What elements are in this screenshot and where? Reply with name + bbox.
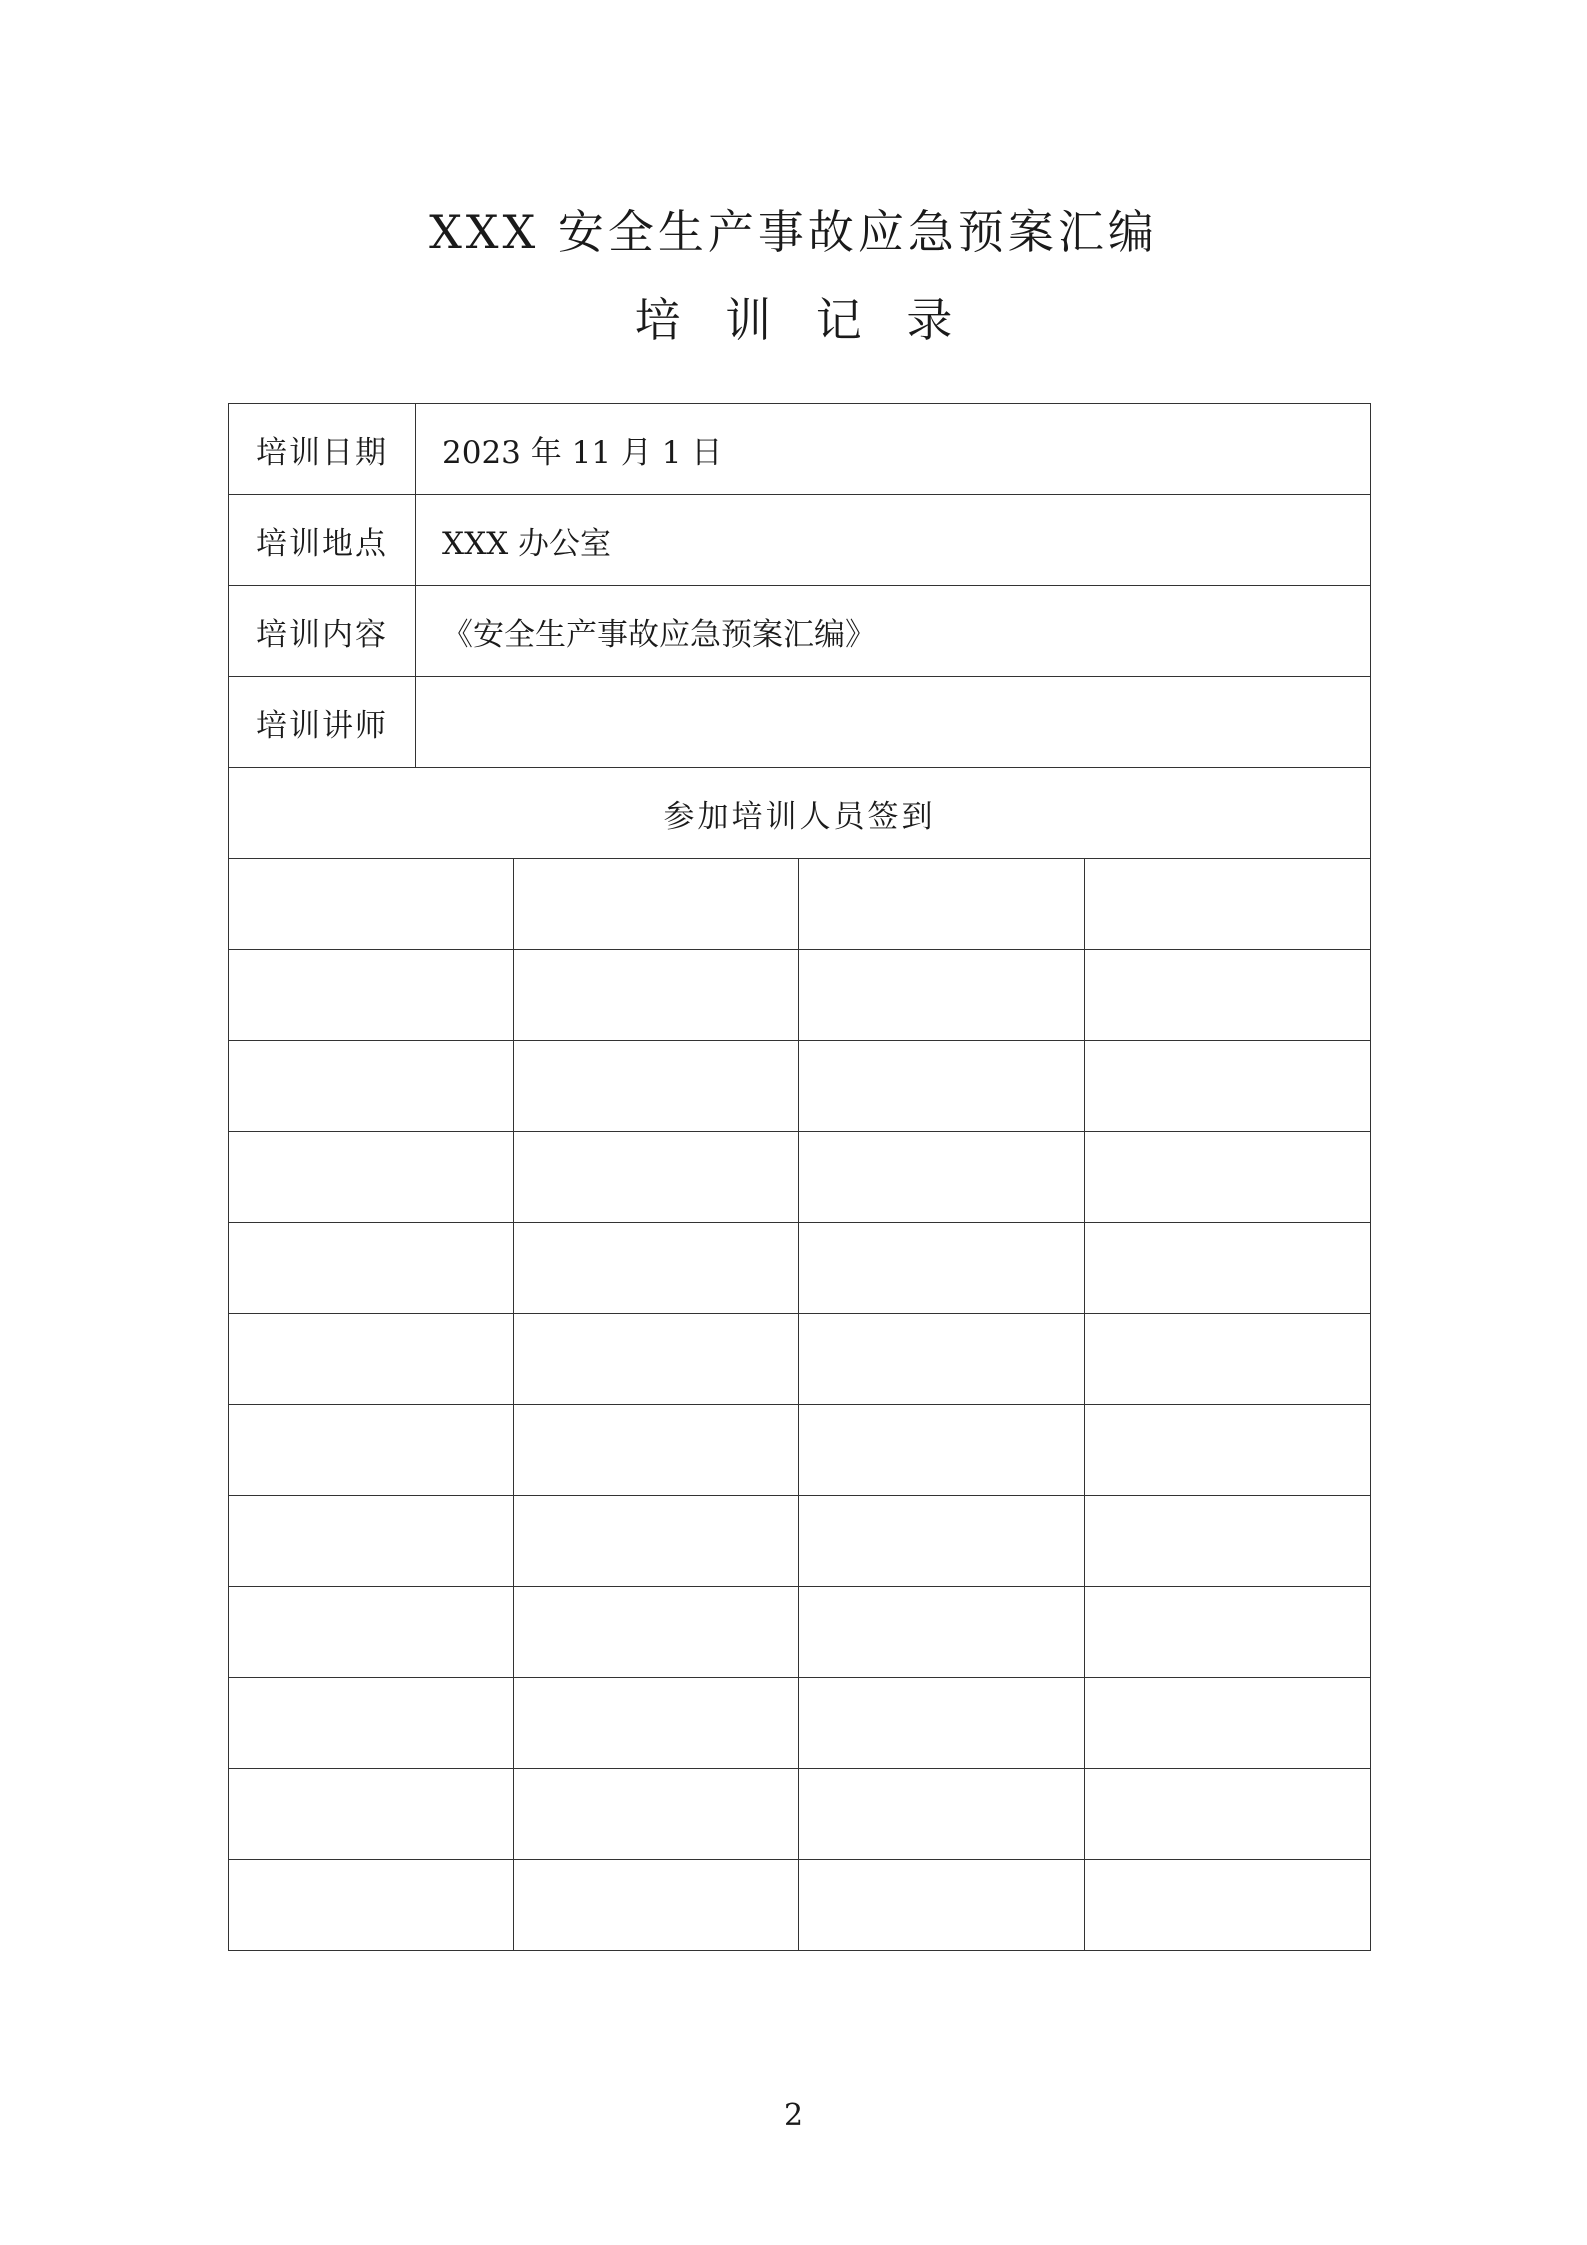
signin-cell (1085, 1041, 1371, 1132)
signin-name-input[interactable] (1085, 1770, 1370, 1858)
signin-row (229, 1041, 1371, 1132)
field-row-lecturer (229, 677, 1371, 768)
signin-name-input[interactable] (229, 1042, 513, 1130)
signin-name-input[interactable] (1085, 1679, 1370, 1767)
signin-row (229, 1769, 1371, 1860)
signin-cell (514, 1405, 799, 1496)
signin-name-input[interactable] (514, 1588, 798, 1676)
page-number: 2 (783, 2098, 804, 2133)
signin-cell (514, 1587, 799, 1678)
signin-name-input[interactable] (229, 1588, 513, 1676)
signin-name-input[interactable] (229, 951, 513, 1039)
signin-cell (229, 1405, 514, 1496)
signin-cell (229, 1860, 514, 1951)
signin-name-input[interactable] (799, 1770, 1084, 1858)
signin-name-input[interactable] (799, 860, 1084, 948)
signin-row (229, 1405, 1371, 1496)
signin-name-input[interactable] (514, 1133, 798, 1221)
signin-name-input[interactable] (1085, 1133, 1370, 1221)
training-date-value: 2023 年 11 月 1 日 (416, 404, 1371, 495)
signin-cell (799, 1860, 1085, 1951)
signin-cell (1085, 1587, 1371, 1678)
signin-cell (514, 1132, 799, 1223)
signin-name-input[interactable] (514, 1679, 798, 1767)
signin-name-input[interactable] (799, 1861, 1084, 1949)
signin-cell (514, 1860, 799, 1951)
training-record-table (228, 403, 1371, 1951)
signin-header: 参加培训人员签到 (229, 768, 1371, 859)
signin-cell (799, 1041, 1085, 1132)
training-date-label: 培训日期 (229, 404, 416, 495)
signin-name-input[interactable] (229, 1770, 513, 1858)
signin-name-input[interactable] (514, 1497, 798, 1585)
signin-name-input[interactable] (229, 1497, 513, 1585)
signin-cell (514, 1314, 799, 1405)
signin-name-input[interactable] (799, 1406, 1084, 1494)
signin-cell (514, 1678, 799, 1769)
signin-name-input[interactable] (799, 1679, 1084, 1767)
training-lecturer-label: 培训讲师 (229, 677, 416, 768)
signin-name-input[interactable] (1085, 951, 1370, 1039)
signin-cell (514, 1041, 799, 1132)
signin-name-input[interactable] (229, 1133, 513, 1221)
signin-cell (229, 1769, 514, 1860)
signin-row (229, 1314, 1371, 1405)
signin-cell (229, 1041, 514, 1132)
signin-cell (1085, 1496, 1371, 1587)
signin-cell (799, 1769, 1085, 1860)
signin-row (229, 1587, 1371, 1678)
signin-name-input[interactable] (229, 1224, 513, 1312)
training-location-value: XXX 办公室 (416, 495, 1371, 586)
signin-cell (1085, 1223, 1371, 1314)
signin-name-input[interactable] (1085, 1406, 1370, 1494)
signin-name-input[interactable] (229, 1406, 513, 1494)
signin-name-input[interactable] (1085, 1588, 1370, 1676)
signin-cell (514, 1223, 799, 1314)
signin-name-input[interactable] (799, 1042, 1084, 1130)
signin-name-input[interactable] (514, 1224, 798, 1312)
field-row-content (229, 586, 1371, 677)
field-row-location (229, 495, 1371, 586)
signin-row (229, 1223, 1371, 1314)
signin-cell (514, 1769, 799, 1860)
signin-name-input[interactable] (514, 1315, 798, 1403)
signin-row (229, 859, 1371, 950)
training-content-label: 培训内容 (229, 586, 416, 677)
signin-cell (1085, 1132, 1371, 1223)
signin-cell (1085, 950, 1371, 1041)
signin-cell (799, 1314, 1085, 1405)
signin-name-input[interactable] (799, 951, 1084, 1039)
signin-cell (799, 1678, 1085, 1769)
signin-name-input[interactable] (514, 1406, 798, 1494)
signin-cell (799, 950, 1085, 1041)
signin-row (229, 950, 1371, 1041)
signin-cell (229, 1678, 514, 1769)
training-location-label: 培训地点 (229, 495, 416, 586)
signin-name-input[interactable] (1085, 1497, 1370, 1585)
document-subtitle: 培 训 记 录 (634, 293, 953, 347)
signin-cell (514, 950, 799, 1041)
signin-row (229, 1496, 1371, 1587)
signin-cell (799, 1405, 1085, 1496)
signin-cell (229, 1223, 514, 1314)
signin-cell (514, 859, 799, 950)
field-row-date (229, 404, 1371, 495)
signin-row (229, 1132, 1371, 1223)
signin-name-input[interactable] (799, 1224, 1084, 1312)
signin-row (229, 1678, 1371, 1769)
signin-cell (1085, 1405, 1371, 1496)
signin-cell (1085, 1860, 1371, 1951)
signin-name-input[interactable] (229, 1315, 513, 1403)
signin-name-input[interactable] (799, 1588, 1084, 1676)
signin-cell (229, 859, 514, 950)
signin-name-input[interactable] (514, 1042, 798, 1130)
signin-cell (229, 1132, 514, 1223)
record-table-body (229, 404, 1371, 1951)
signin-name-input[interactable] (229, 1679, 513, 1767)
training-lecturer-value[interactable] (416, 677, 1371, 768)
signin-name-input[interactable] (799, 1133, 1084, 1221)
signin-name-input[interactable] (229, 1861, 513, 1949)
signin-cell (799, 1223, 1085, 1314)
signin-row (229, 1860, 1371, 1951)
signin-cell (229, 950, 514, 1041)
signin-cell (229, 1314, 514, 1405)
signin-cell (799, 1587, 1085, 1678)
signin-name-input[interactable] (1085, 1224, 1370, 1312)
signin-name-input[interactable] (514, 1861, 798, 1949)
signin-cell (229, 1587, 514, 1678)
signin-cell (229, 1496, 514, 1587)
signin-name-input[interactable] (1085, 860, 1370, 948)
training-content-value: 《安全生产事故应急预案汇编》 (416, 586, 1371, 677)
document-title: XXX 安全生产事故应急预案汇编 (429, 205, 1158, 259)
signin-name-input[interactable] (514, 951, 798, 1039)
signin-name-input[interactable] (799, 1315, 1084, 1403)
signin-name-input[interactable] (1085, 1315, 1370, 1403)
signin-cell (514, 1496, 799, 1587)
signin-cell (799, 1496, 1085, 1587)
signin-name-input[interactable] (1085, 1042, 1370, 1130)
signin-name-input[interactable] (799, 1497, 1084, 1585)
signin-header-row (229, 768, 1371, 859)
signin-cell (1085, 1314, 1371, 1405)
signin-cell (1085, 1769, 1371, 1860)
signin-cell (1085, 1678, 1371, 1769)
signin-name-input[interactable] (1085, 1861, 1370, 1949)
signin-name-input[interactable] (229, 860, 513, 948)
signin-cell (799, 1132, 1085, 1223)
signin-cell (1085, 859, 1371, 950)
signin-name-input[interactable] (514, 860, 798, 948)
signin-name-input[interactable] (514, 1770, 798, 1858)
signin-cell (799, 859, 1085, 950)
